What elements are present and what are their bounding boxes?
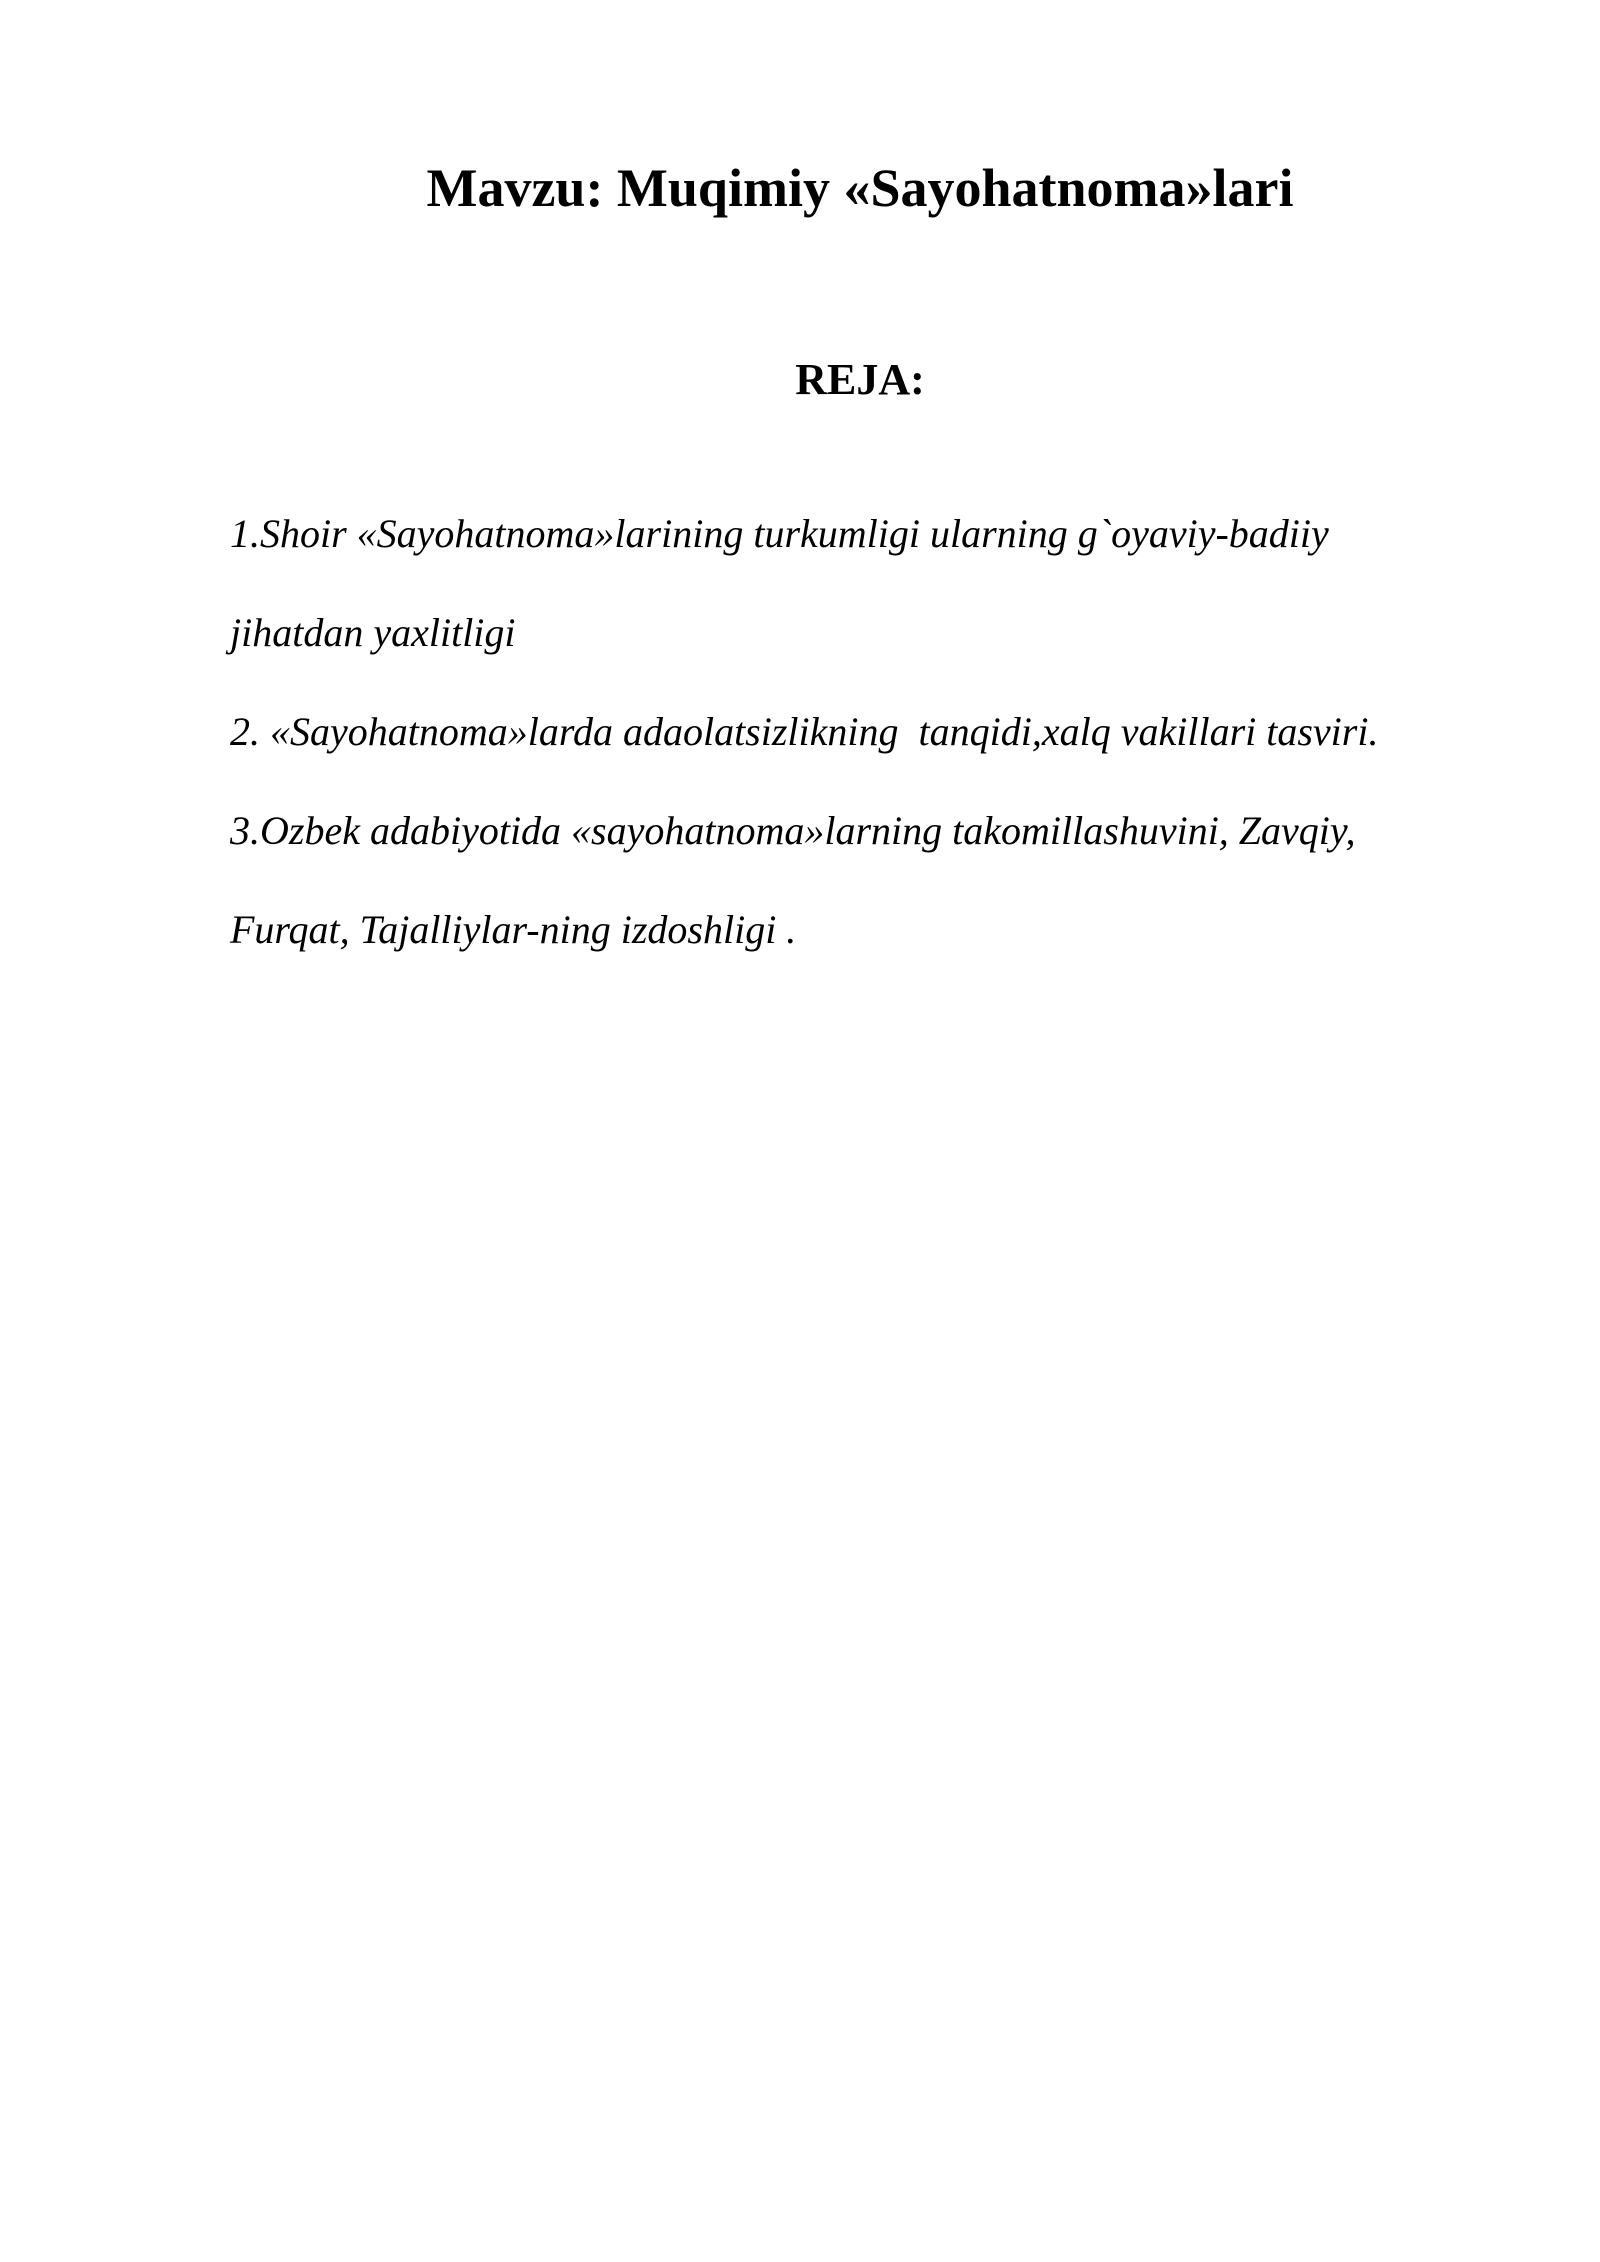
page-title: Mavzu: Muqimiy «Sayohatnoma»lari [426, 158, 1294, 218]
plan-item-3-line-1: 3.Ozbek adabiyotida «sayohatnoma»larning takomillashuvini, Zavqiy, [230, 808, 1356, 853]
plan-item-1-line-1: 1.Shoir «Sayohatnoma»larining turkumligi ularning g`oyaviy-badiiy [230, 511, 1329, 556]
plan-list [230, 484, 1530, 979]
plan-item-3-line-2: Furqat, Tajalliylar-ning izdoshligi . [230, 907, 797, 952]
plan-item-2: 2. «Sayohatnoma»larda adaolatsizlikning tanqidi,xalq vakillari tasviri. [230, 709, 1379, 754]
plan-item-1-line-2: jihatdan yaxlitligi [230, 610, 516, 655]
plan-heading: REJA: [795, 355, 925, 404]
